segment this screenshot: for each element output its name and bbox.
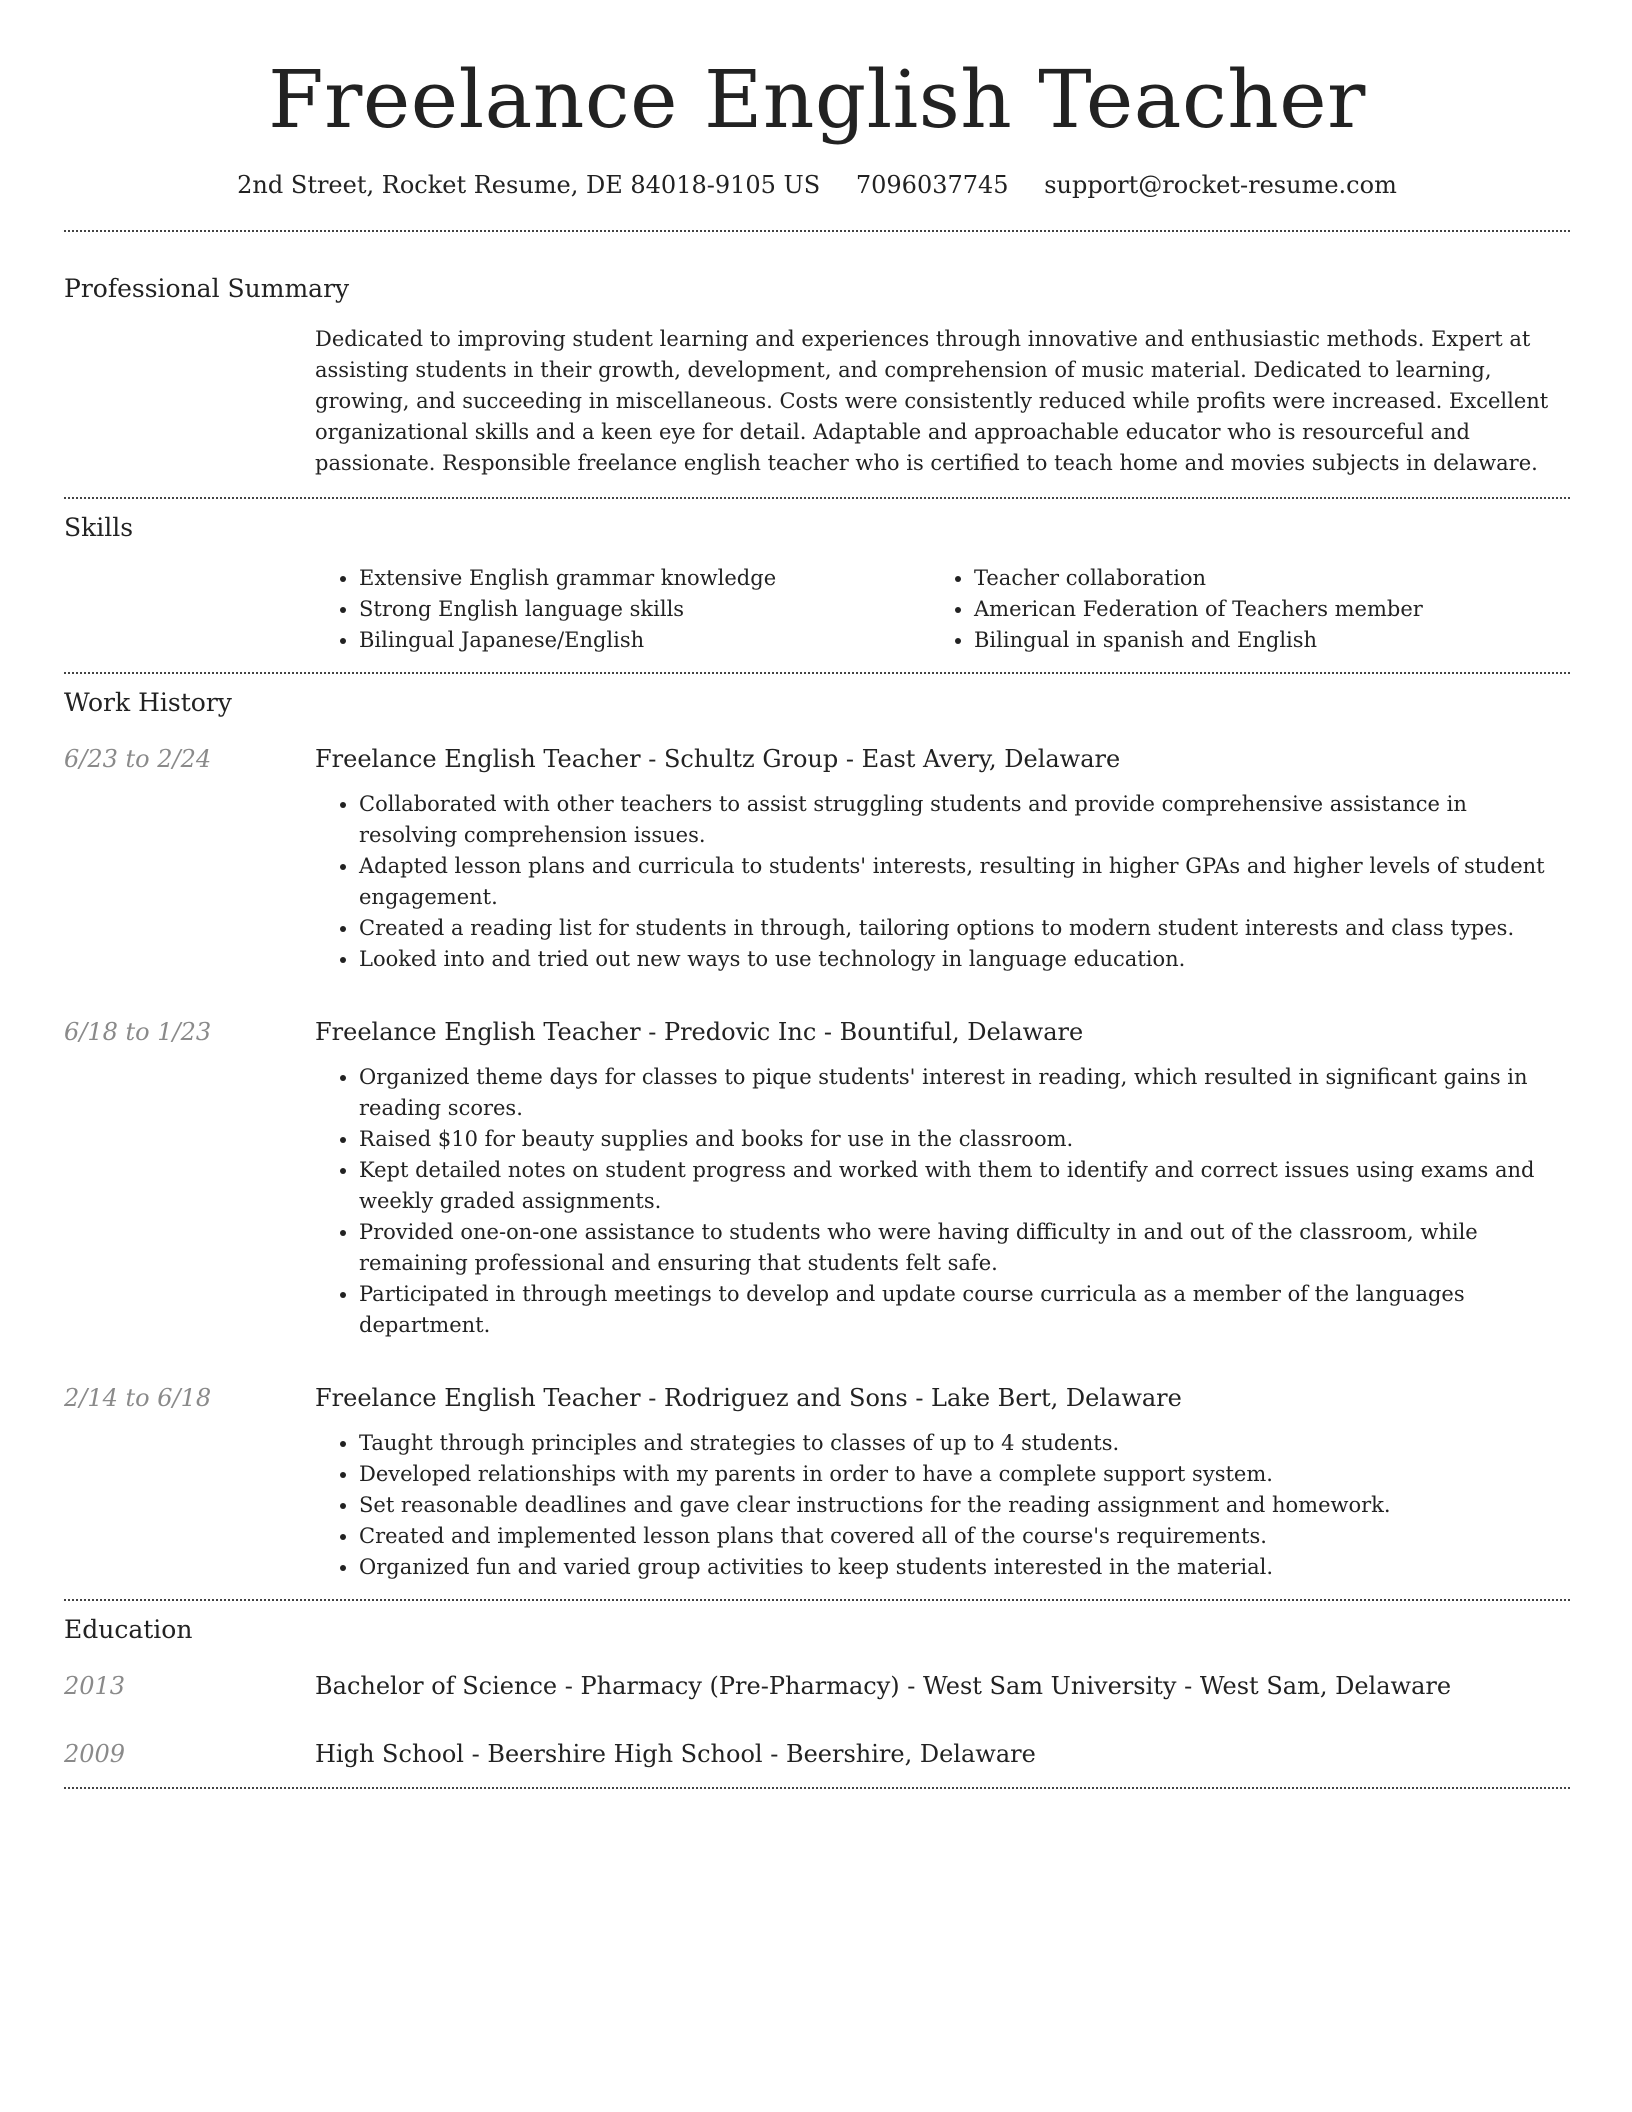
job-entry [64,1381,1570,1599]
divider [64,497,1570,499]
job-entry [64,1015,1570,1341]
job-bullet: • Created and implemented lesson plans that covered all of the course's requirements. [359,1521,1570,1552]
page-title: Freelance English Teacher [268,53,1366,146]
job-bullet: • Provided one-on-one assistance to students who were having difficulty in and out of the classroom, while remaining professional and ensuring that students felt safe. [359,1217,1570,1279]
summary-heading: Professional Summary [64,274,350,303]
education-heading: Education [64,1615,193,1644]
job-bullet: • Participated in through meetings to develop and update course curricula as a member of the languages department. [359,1279,1570,1341]
job-dates: 6/18 to 1/23 [64,1018,212,1046]
job-dates: 6/23 to 2/24 [64,745,212,773]
skills-column-left [315,563,930,656]
resume-page [64,0,1570,1789]
job-bullets [315,1062,1570,1341]
job-bullet: • Looked into and tried out new ways to use technology in language education. [359,944,1570,975]
education-entry [64,1737,1570,1771]
skill-item: • Teacher collaboration [974,563,1545,594]
job-bullet: • Set reasonable deadlines and gave clear instructions for the reading assignment and homework. [359,1490,1570,1521]
divider [64,1787,1570,1789]
divider [64,1599,1570,1601]
education-year: 2009 [64,1740,126,1768]
job-heading: Freelance English Teacher - Predovic Inc - Bountiful, Delaware [315,1018,1084,1046]
job-body [315,742,1570,975]
divider [64,230,1570,232]
skills-heading: Skills [64,513,134,542]
job-bullet: • Developed relationships with my parents in order to have a complete support system. [359,1459,1570,1490]
summary-text: Dedicated to improving student learning and experiences through innovative and enthusiastic methods. Expert at assisting students in their growth, development, and comprehension of music material. Dedicated to learning, growing, and succeeding in miscellaneous. Costs were consistently reduced while profits were increased. Excellent organizational skills and a keen eye for detail. Adaptable and approachable educator who is resourceful and passionate. Responsible freelance english teacher who is certified to teach home and movies subjects in delaware. [315,327,1549,475]
job-bullets [315,789,1570,975]
skills-column-right [930,563,1545,656]
job-bullet: • Raised $10 for beauty supplies and books for use in the classroom. [359,1124,1570,1155]
skill-item: • Strong English language skills [359,594,930,625]
skill-item: • Bilingual in spanish and English [974,625,1545,656]
job-body [315,1015,1570,1341]
job-dates: 2/14 to 6/18 [64,1384,212,1412]
job-bullet: • Taught through principles and strategies to classes of up to 4 students. [359,1428,1570,1459]
job-body [315,1381,1570,1599]
address-text: 2nd Street, Rocket Resume, DE 84018-9105 US [237,171,821,199]
skill-item: • American Federation of Teachers member [974,594,1545,625]
job-heading: Freelance English Teacher - Rodriguez and Sons - Lake Bert, Delaware [315,1384,1182,1412]
skill-item: • Extensive English grammar knowledge [359,563,930,594]
job-bullet: • Adapted lesson plans and curricula to students' interests, resulting in higher GPAs and higher levels of student engagement. [359,851,1570,913]
education-text: Bachelor of Science - Pharmacy (Pre-Pharmacy) - West Sam University - West Sam, Delaware [315,1672,1452,1700]
job-bullets [315,1428,1570,1583]
phone-text: 7096037745 [855,171,1009,199]
skill-item: • Bilingual Japanese/English [359,625,930,656]
education-year: 2013 [64,1672,126,1700]
education-text: High School - Beershire High School - Beershire, Delaware [315,1740,1036,1768]
job-bullet: • Organized theme days for classes to pique students' interest in reading, which resulted in significant gains in reading scores. [359,1062,1570,1124]
divider [64,672,1570,674]
skills-list [315,563,1570,656]
job-bullet: • Created a reading list for students in through, tailoring options to modern student interests and class types. [359,913,1570,944]
email-link[interactable]: support@rocket-resume.com [1044,171,1397,199]
education-entry [64,1669,1570,1703]
job-entry [64,742,1570,975]
job-heading: Freelance English Teacher - Schultz Group - East Avery, Delaware [315,745,1121,773]
job-bullet: • Organized fun and varied group activities to keep students interested in the material. [359,1552,1570,1583]
job-bullet: • Collaborated with other teachers to assist struggling students and provide comprehensive assistance in resolving comprehension issues. [359,789,1570,851]
job-bullet: • Kept detailed notes on student progress and worked with them to identify and correct issues using exams and weekly graded assignments. [359,1155,1570,1217]
contact-line [64,168,1570,202]
work-history-heading: Work History [64,688,232,717]
